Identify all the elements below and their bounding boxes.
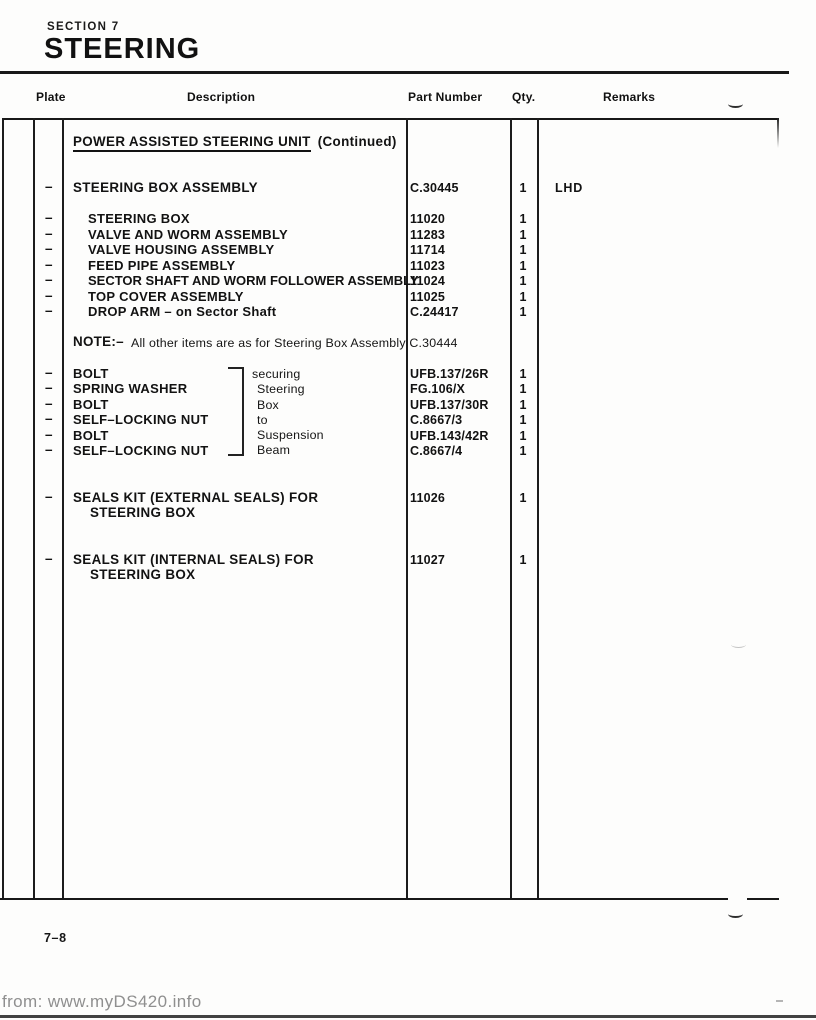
- row-description-line1: SEALS KIT (INTERNAL SEALS) FOR: [73, 552, 314, 567]
- row-qty: 1: [519, 290, 527, 304]
- table-top-rule: [2, 118, 779, 120]
- plate-dash: –: [45, 489, 53, 504]
- row-securing-note: Suspension: [257, 428, 324, 442]
- row-qty: 1: [519, 274, 527, 288]
- plate-dash: –: [45, 179, 53, 194]
- header-rule: [0, 71, 789, 74]
- scan-artifact: [731, 641, 746, 648]
- column-header-remarks: Remarks: [603, 90, 656, 104]
- row-description: VALVE AND WORM ASSEMBLY: [88, 227, 288, 242]
- row-part-number: C.30445: [410, 181, 459, 195]
- row-description: STEERING BOX: [88, 211, 190, 226]
- row-part-number: 11025: [410, 290, 446, 304]
- row-qty: 1: [519, 181, 527, 195]
- group-title-suffix: (Continued): [317, 134, 397, 149]
- row-qty: 1: [519, 228, 527, 242]
- row-part-number: 11020: [410, 212, 446, 226]
- row-part-number: 11027: [410, 553, 446, 567]
- row-qty: 1: [519, 444, 527, 458]
- note-label: NOTE:–: [73, 334, 124, 349]
- page-title: STEERING: [44, 33, 201, 65]
- row-description: BOLT: [73, 428, 109, 443]
- row-qty: 1: [519, 429, 527, 443]
- column-header-plate: Plate: [36, 90, 66, 104]
- row-securing-note: Steering: [257, 382, 305, 396]
- plate-dash: –: [45, 288, 53, 303]
- note-text: All other items are as for Steering Box Assembly C.30444: [131, 336, 458, 350]
- plate-dash: –: [45, 241, 53, 256]
- row-qty: 1: [519, 491, 527, 505]
- row-qty: 1: [519, 413, 527, 427]
- row-qty: 1: [519, 553, 527, 567]
- column-header-description: Description: [187, 90, 256, 104]
- row-part-number: UFB.143/42R: [410, 429, 489, 443]
- row-description: SECTOR SHAFT AND WORM FOLLOWER ASSEMBLY: [88, 273, 419, 288]
- row-description: SELF–LOCKING NUT: [73, 412, 209, 427]
- row-qty: 1: [519, 259, 527, 273]
- column-header-part-number: Part Number: [408, 90, 483, 104]
- row-description: BOLT: [73, 397, 109, 412]
- table-bottom-rule: [0, 898, 728, 900]
- row-description-line2: STEERING BOX: [90, 505, 196, 520]
- plate-dash: –: [45, 257, 53, 272]
- row-description: BOLT: [73, 366, 109, 381]
- table-border-left: [2, 118, 4, 899]
- table-bottom-rule-segment: [747, 898, 779, 900]
- plate-dash: –: [45, 226, 53, 241]
- row-description: VALVE HOUSING ASSEMBLY: [88, 242, 275, 257]
- grouping-bracket: [228, 367, 244, 456]
- row-securing-note: Box: [257, 398, 279, 412]
- section-label: SECTION 7: [47, 21, 120, 33]
- row-part-number: 11026: [410, 491, 446, 505]
- column-rule-qty-right: [537, 118, 539, 899]
- column-rule-part-number: [406, 118, 408, 899]
- plate-dash: –: [45, 411, 53, 426]
- row-part-number: C.24417: [410, 305, 459, 319]
- column-rule-plate-left: [33, 118, 35, 899]
- plate-dash: –: [45, 272, 53, 287]
- column-rule-plate-right: [62, 118, 64, 899]
- table-border-right-faded: [777, 118, 779, 148]
- row-part-number: C.8667/4: [410, 444, 463, 458]
- row-description: SELF–LOCKING NUT: [73, 443, 209, 458]
- row-qty: 1: [519, 367, 527, 381]
- row-description-line2: STEERING BOX: [90, 567, 196, 582]
- plate-dash: –: [45, 442, 53, 457]
- page-number: 7–8: [44, 931, 67, 945]
- group-title-row: [73, 133, 397, 151]
- plate-dash: –: [45, 396, 53, 411]
- row-qty: 1: [519, 212, 527, 226]
- column-rule-qty-left: [510, 118, 512, 899]
- group-title: POWER ASSISTED STEERING UNIT: [73, 134, 311, 152]
- row-securing-note: securing: [252, 367, 301, 381]
- row-part-number: 11714: [410, 243, 446, 257]
- row-part-number: 11023: [410, 259, 446, 273]
- row-securing-note: Beam: [257, 443, 291, 457]
- scan-artifact: [728, 100, 743, 108]
- plate-dash: –: [45, 303, 53, 318]
- row-description: DROP ARM – on Sector Shaft: [88, 304, 277, 319]
- scan-artifact: [776, 1000, 783, 1002]
- row-qty: 1: [519, 305, 527, 319]
- row-qty: 1: [519, 382, 527, 396]
- watermark-text: from: www.myDS420.info: [2, 992, 202, 1011]
- bottom-rule: [0, 1015, 816, 1018]
- row-qty: 1: [519, 398, 527, 412]
- row-description: STEERING BOX ASSEMBLY: [73, 180, 258, 195]
- row-description: FEED PIPE ASSEMBLY: [88, 258, 236, 273]
- plate-dash: –: [45, 427, 53, 442]
- row-description: SPRING WASHER: [73, 381, 188, 396]
- plate-dash: –: [45, 210, 53, 225]
- plate-dash: –: [45, 551, 53, 566]
- scan-artifact: [728, 910, 743, 918]
- row-qty: 1: [519, 243, 527, 257]
- row-part-number: FG.106/X: [410, 382, 466, 396]
- row-part-number: UFB.137/26R: [410, 367, 489, 381]
- row-description-line1: SEALS KIT (EXTERNAL SEALS) FOR: [73, 490, 319, 505]
- plate-dash: –: [45, 365, 53, 380]
- row-remarks: LHD: [555, 181, 584, 195]
- row-part-number: 11283: [410, 228, 446, 242]
- column-header-qty: Qty.: [512, 90, 536, 104]
- row-part-number: C.8667/3: [410, 413, 463, 427]
- plate-dash: –: [45, 380, 53, 395]
- row-part-number: UFB.137/30R: [410, 398, 489, 412]
- row-part-number: 11024: [410, 274, 446, 288]
- row-description: TOP COVER ASSEMBLY: [88, 289, 244, 304]
- row-securing-note: to: [257, 413, 268, 427]
